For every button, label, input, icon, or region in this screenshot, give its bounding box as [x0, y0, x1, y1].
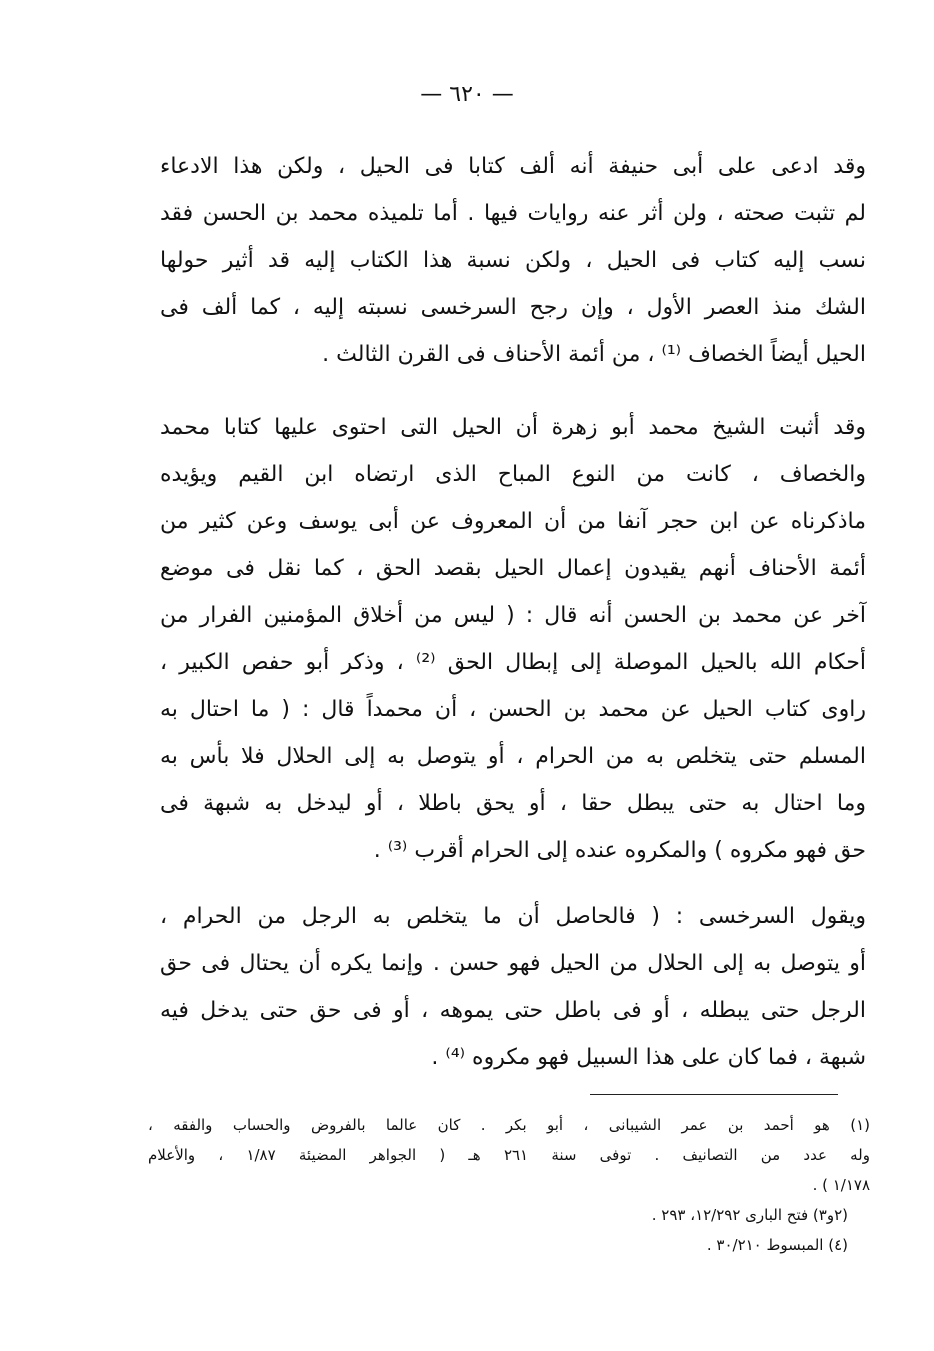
- text-line: أحكام الله بالحيل الموصلة إلى إبطال الحق ⁽²⁾ ، وذكر أبو حفص الكبير ،: [160, 650, 867, 675]
- text-line: الحيل أيضاً الخصاف ⁽¹⁾ ، من أئمة الأحناف فى القرن الثالث .: [322, 342, 866, 367]
- footnote-line: وله عدد من التصانيف . توفى سنة ٢٦١ هـ ( الجواهر المضيئة ١/٨٧ ، والأعلام: [148, 1146, 870, 1164]
- paragraph-3: [160, 893, 866, 1081]
- text-line: المسلم حتى يتخلص به من الحرام ، أو يتوصل به إلى الحلال فلا بأس به: [160, 744, 866, 769]
- paragraph-2: [160, 404, 866, 874]
- page-number: — ٦٢٠ —: [420, 82, 514, 107]
- footnote-line: (١) هو أحمد بن عمر الشيبانى ، أبو بكر . كان عالما بالفروض والحساب والفقه ،: [148, 1116, 870, 1134]
- text-line: وما احتال به حتى يبطل حقا ، أو يحق باطلا ، أو ليدخل به شبهة فى: [160, 791, 866, 816]
- footnote-divider: [590, 1094, 838, 1095]
- text-line: أو يتوصل به إلى الحلال من الحيل فهو حسن . وإنما يكره أن يحتال فى حق: [160, 951, 866, 976]
- text-line: شبهة ، فما كان على هذا السبيل فهو مكروه ⁽⁴⁾ .: [431, 1045, 866, 1070]
- footnotes: [148, 1110, 870, 1260]
- footnote-line: (٤) المبسوط ٣٠/٢١٠ .: [706, 1236, 848, 1254]
- text-line: وقد ادعى على أبى حنيفة أنه ألف كتابا فى الحيل ، ولكن هذا الادعاء: [160, 154, 866, 179]
- text-line: وقد أثبت الشيخ محمد أبو زهرة أن الحيل التى احتوى عليها كتابا محمد: [160, 415, 866, 440]
- text-line: والخصاف ، كانت من النوع المباح الذى ارتضاه ابن القيم ويؤيده: [160, 462, 866, 487]
- text-line: راوى كتاب الحيل عن محمد بن الحسن ، أن محمداً قال : ( ما احتال به: [160, 697, 866, 722]
- text-line: ماذكرناه عن ابن حجر آنفا من أن المعروف عن أبى يوسف وعن كثير من: [160, 509, 866, 534]
- text-line: أئمة الأحناف أنهم يقيدون إعمال الحيل بقصد الحق ، كما نقل فى موضع: [160, 556, 866, 581]
- footnote-line: (٢و٣) فتح البارى ١٢/٢٩٢، ٢٩٣ .: [651, 1206, 848, 1224]
- text-line: لم تثبت صحته ، ولن أثر عنه روايات فيها . أما تلميذه محمد بن الحسن فقد: [160, 201, 866, 226]
- text-line: ويقول السرخسى : ( فالحاصل أن ما يتخلص به الرجل من الحرام ،: [160, 904, 866, 929]
- text-line: آخر عن محمد بن الحسن أنه قال : ( ليس من أخلاق المؤمنين الفرار من: [160, 603, 866, 628]
- text-line: الرجل حتى يبطله ، أو فى باطل حتى يموهه ، أو فى حق حتى يدخل فيه: [160, 998, 866, 1023]
- footnote-line: ١/١٧٨ ) .: [812, 1176, 870, 1194]
- text-line: الشك منذ العصر الأول ، وإن رجح السرخسى نسبته إليه ، كما ألف فى: [160, 295, 866, 320]
- text-line: حق فهو مكروه ) والمكروه عنده إلى الحرام أقرب ⁽³⁾ .: [373, 838, 866, 863]
- text-line: نسب إليه كتاب فى الحيل ، ولكن نسبة هذا الكتاب إليه قد أثير حولها: [160, 248, 866, 273]
- paragraph-1: [160, 143, 866, 378]
